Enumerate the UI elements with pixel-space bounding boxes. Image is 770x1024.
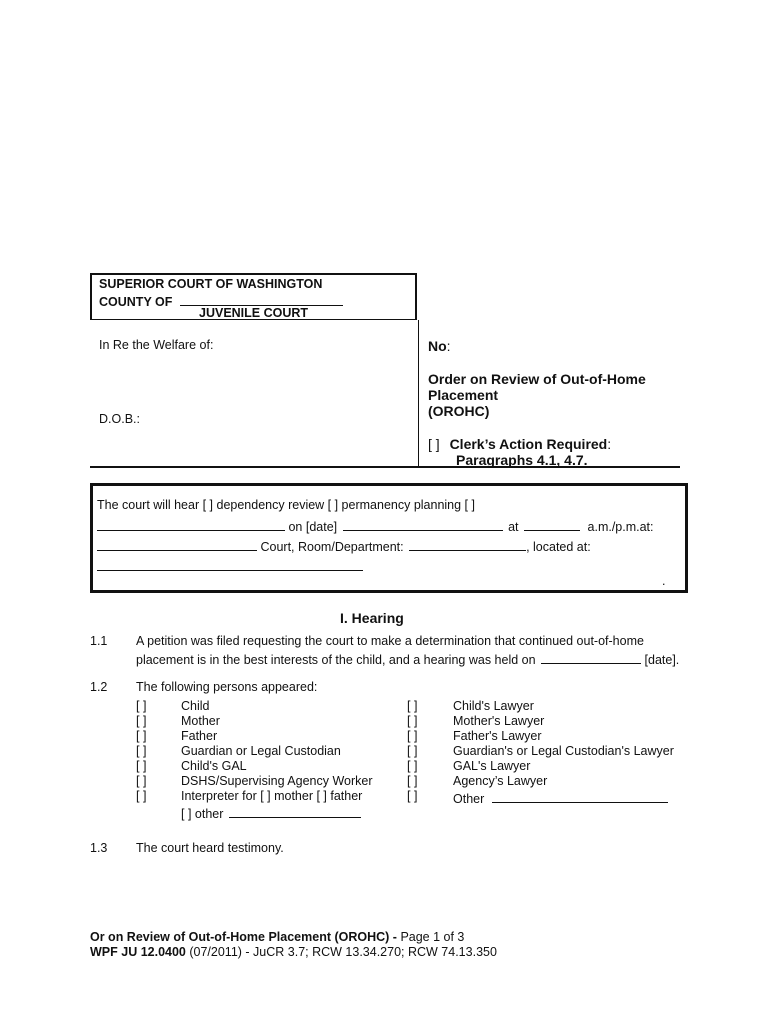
para-1-2-intro: The following persons appeared: [136,680,318,694]
caption-bottom-rule [90,466,680,468]
welfare-label: In Re the Welfare of: [99,338,214,352]
left-label-guardian: Guardian or Legal Custodian [181,744,341,758]
order-title-line2: Placement [428,387,499,403]
left-other-line: [ ] other [181,804,361,821]
left-checkbox-father[interactable]: [ ] [136,729,147,743]
hearing-notice-period: . [662,574,666,588]
interpreter-other-field[interactable] [229,804,361,818]
clerk-action: [ ] Clerk’s Action Required: [428,436,612,452]
right-checkbox-childs-lawyer[interactable]: [ ] [407,699,418,713]
hearing-held-date-field[interactable] [541,650,641,664]
juvenile-court: JUVENILE COURT [199,306,309,320]
right-checkbox-other[interactable]: [ ] [407,789,418,803]
left-checkbox-gal[interactable]: [ ] [136,759,147,773]
left-checkbox-agency-worker[interactable]: [ ] [136,774,147,788]
court-name: SUPERIOR COURT OF WASHINGTON [99,277,323,291]
order-title-line1: Order on Review of Out-of-Home [428,371,646,387]
right-label-gals-lawyer: GAL's Lawyer [453,759,531,773]
left-label-father: Father [181,729,218,743]
para-1-1-number: 1.1 [90,634,108,648]
left-label-interpreter: Interpreter for [ ] mother [ ] father [181,789,363,803]
hearing-time-field[interactable] [524,517,580,531]
hearing-notice-line2: on [date] at a.m./p.m.at: [97,517,654,534]
left-checkbox-child[interactable]: [ ] [136,699,147,713]
hearing-notice-line3: Court, Room/Department: , located at: [97,537,591,554]
order-title-line3: (OROHC) [428,403,490,419]
right-other-line: Other [453,789,668,806]
hearing-notice-line1: The court will hear [ ] dependency review [ ] permanency planning [ ] [97,498,475,512]
clerk-paragraphs: Paragraphs 4.1, 4.7. [456,452,588,468]
hearing-court-field[interactable] [97,537,257,551]
right-checkbox-gals-lawyer[interactable]: [ ] [407,759,418,773]
hearing-room-field[interactable] [409,537,526,551]
other-person-field[interactable] [492,789,668,803]
para-1-1-line1: A petition was filed requesting the court to make a determination that continued out-of-home [136,634,644,648]
caption-divider [418,320,419,468]
hearing-date-field[interactable] [343,517,503,531]
hearing-name-field[interactable] [97,517,285,531]
footer-title: Or on Review of Out-of-Home Placement (OROHC) - Page 1 of 3 [90,930,465,944]
left-checkbox-mother[interactable]: [ ] [136,714,147,728]
hearing-location-field[interactable] [97,557,363,571]
right-checkbox-mothers-lawyer[interactable]: [ ] [407,714,418,728]
section-heading: I. Hearing [340,610,404,626]
right-label-childs-lawyer: Child's Lawyer [453,699,534,713]
para-1-2-number: 1.2 [90,680,108,694]
right-label-agency-lawyer: Agency’s Lawyer [453,774,548,788]
left-checkbox-guardian[interactable]: [ ] [136,744,147,758]
right-checkbox-agency-lawyer[interactable]: [ ] [407,774,418,788]
para-1-3-number: 1.3 [90,841,108,855]
para-1-3-text: The court heard testimony. [136,841,284,855]
clerk-action-checkbox[interactable]: [ ] [428,436,440,452]
county-field[interactable] [180,292,343,306]
hearing-notice-line4 [97,557,363,574]
left-checkbox-interpreter[interactable]: [ ] [136,789,147,803]
right-checkbox-fathers-lawyer[interactable]: [ ] [407,729,418,743]
para-1-1-line2: placement is in the best interests of the child, and a hearing was held on [date]. [136,650,679,667]
left-label-mother: Mother [181,714,220,728]
county-label: COUNTY OF [99,292,343,309]
footer-form-id: WPF JU 12.0400 (07/2011) - JuCR 3.7; RCW 13.34.270; RCW 74.13.350 [90,945,497,959]
right-label-fathers-lawyer: Father's Lawyer [453,729,542,743]
dob-label: D.O.B.: [99,412,140,426]
right-label-mothers-lawyer: Mother's Lawyer [453,714,545,728]
left-label-child: Child [181,699,210,713]
case-number-label: No: [428,338,451,354]
right-checkbox-guardians-lawyer[interactable]: [ ] [407,744,418,758]
left-label-gal: Child's GAL [181,759,247,773]
left-label-agency-worker: DSHS/Supervising Agency Worker [181,774,373,788]
right-label-guardians-lawyer: Guardian's or Legal Custodian's Lawyer [453,744,674,758]
